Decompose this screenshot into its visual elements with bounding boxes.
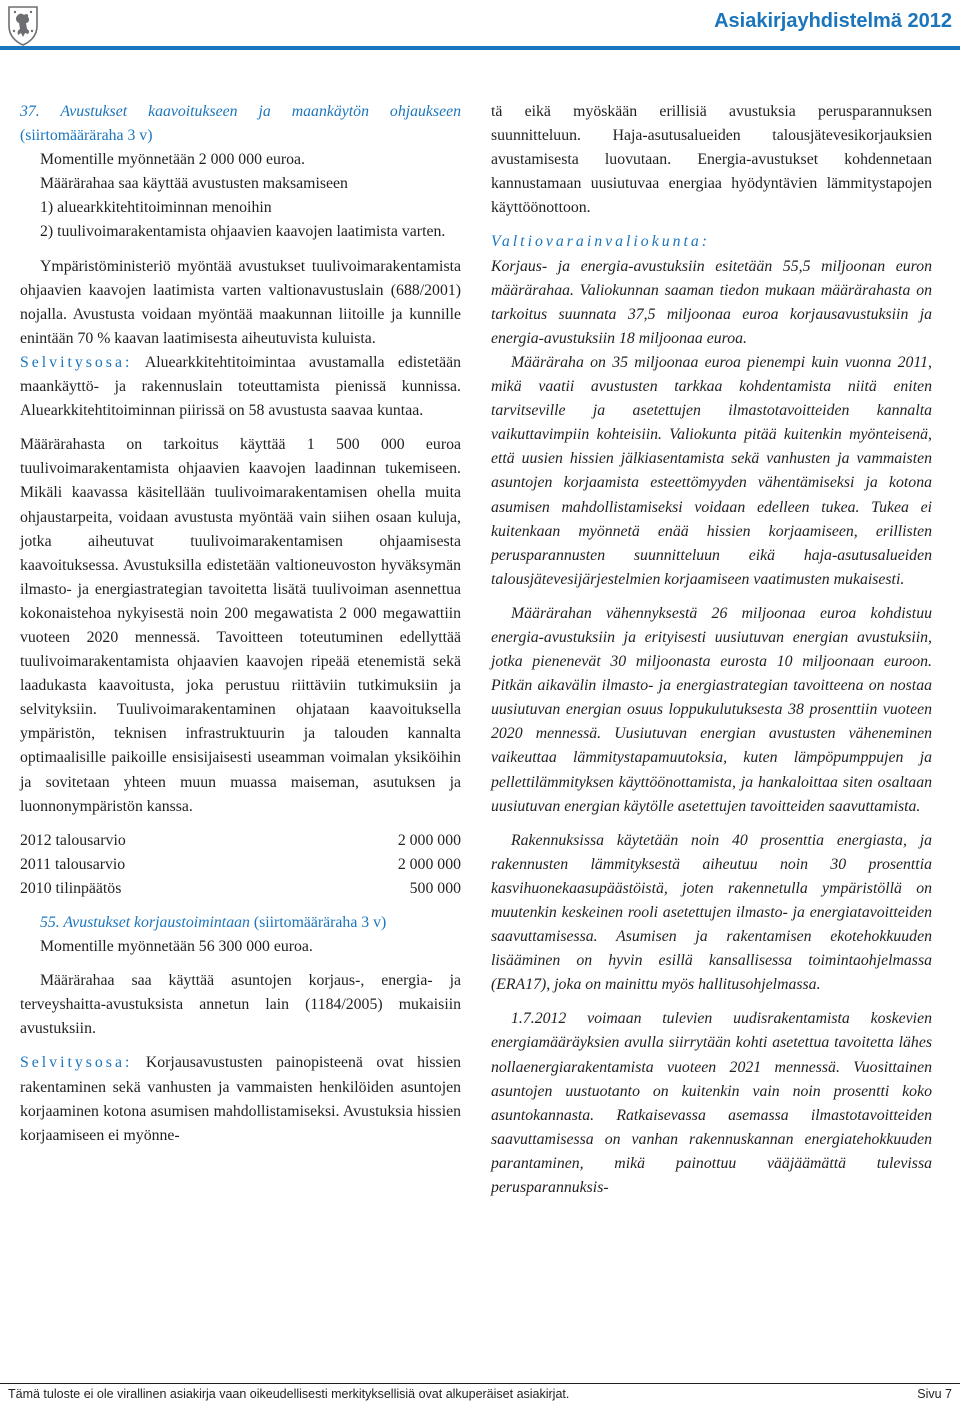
explanation-label: Selvitysosa: — [20, 353, 133, 371]
committee-paragraph-3: Määrärahan vähennyksestä 26 miljoonaa euroa kohdistuu energia-avustuksiin ja erityisesti uusiutuvan energian avustuksiin, jotka pienenevät 30 miljoonasta eurosta 10 miljoonaan euroon. Pitkän aikavälin ilmasto- ja energiastrategian tavoitteena on nostaa uusiutuvan energian osuus loppukulutuksesta 38 prosenttiin vuoteen 2020 mennessä. Uusiutuvan energian avustusten väheneminen vaikeuttaa lämmitystapamuutoksia, kuten lämpöpumppujen ja pellettilämmityksen käyttöönottamista, ja hankaloittaa siten osaltaan uusiutuvan energian käytölle asetettujen tavoitteiden saavuttamista. — [491, 604, 932, 815]
item-55-suffix: (siirtomääräraha 3 v) — [249, 914, 387, 931]
item-37-explanation — [20, 351, 461, 423]
budget-label: 2011 talousarvio — [20, 855, 126, 873]
committee-paragraph-2: Määräraha on 35 miljoonaa euroa pienempi kuin vuonna 2011, mikä vaatii avustusten tarkkaa kohdentamista niitä eniten tarvitseville ja asetettujen ilmastotavoitteiden kannalta vaikuttavimpiin kohteisiin. Valiokunta pitää kuitenkin myönteisenä, että uusien hissien jälkiasentamista sekä vanhusten ja vammaisten asuntojen korjaamista esteettömyyden vähentämiseksi ja kotona asumisen mahdollistamiseksi voidaan edelleen tukea. Tukea ei kuitenkaan myönnetä enää hissien korjaamiseen, erillisten perusparannusten suunnitteluun eikä haja-asutusalueiden talousjätevesijärjestelmien korjaamiseen vaatimusten mukaisesti. — [491, 353, 932, 588]
footer-disclaimer: Tämä tuloste ei ole virallinen asiakirja vaan oikeudellisesti merkityksellisiä ovat alkuperäiset asiakirjat. — [8, 1387, 570, 1401]
item-37-use-2: 2) tuulivoimarakentamista ohjaavien kaavojen laatimista varten. — [40, 223, 446, 241]
item-55-explanation — [20, 1051, 461, 1147]
item-55-use: Määrärahaa saa käyttää asuntojen korjaus-, energia- ja terveyshaitta-avustuksista annetun lain (1184/2005) mukaisiin avustuksiin. — [20, 972, 461, 1038]
item-55-heading — [20, 911, 461, 935]
committee-paragraph-4: Rakennuksissa käytetään noin 40 prosenttia energiasta, ja rakennusten lämmityksestä aiheutuu noin 30 prosenttia kasvihuonekaasupäästöistä, joten rakennetulla ympäristöllä on muutenkin keskeinen rooli asetettujen ilmasto- ja energiatavoitteiden saavuttamisessa. Asumisen ja rakentamisen ekotehokkuuden lisääminen on hyvin esillä kansallisessa toimintaohjelmassa (ERA17), joka on mainittu myös hallitusohjelmassa. — [491, 831, 932, 994]
lion-coat-of-arms-icon — [6, 4, 40, 46]
committee-label: Valtiovarainvaliokunta: — [491, 233, 711, 251]
item-37-heading — [20, 100, 461, 148]
explanation-text: Aluearkkitehtitoimintaa avustamalla edistetään maankäyttö- ja rakennuslain toteuttamista pienissä kunnissa. Aluearkkitehtitoiminnan piirissä on 58 avustusta saavaa kuntaa. — [20, 353, 461, 420]
budget-value: 2 000 000 — [397, 831, 461, 849]
budget-table — [20, 829, 461, 901]
footer-rule — [0, 1383, 960, 1384]
right-column — [491, 100, 932, 1200]
header-rule — [0, 46, 960, 50]
budget-label: 2010 tilinpäätös — [20, 879, 122, 897]
item-37-use-1: 1) aluearkkitehtitoiminnan menoihin — [40, 199, 272, 217]
budget-row — [20, 877, 461, 901]
item-55-amount: Momentille myönnetään 56 300 000 euroa. — [40, 938, 313, 956]
budget-value: 500 000 — [409, 879, 461, 897]
page-number: Sivu 7 — [917, 1387, 952, 1401]
item-37-wind-paragraph: Määrärahasta on tarkoitus käyttää 1 500 000 euroa tuulivoimarakentamista ohjaavien kaavojen laadinnan tukemiseen. Mikäli kaavassa käsitellään tuulivoimarakentamisen ohella muita ohjaustarpeita, voidaan avustusta myöntää vain siihen osaan kuluja, jotka aiheutuvat tuulivoimarakentamisen ohjaamisesta kaavoituksessa. Avustuksilla edistetään valtioneuvoston hyväksymän ilmasto- ja energiastrategian tavoitetta lisätä tuulivoiman asennettua kokonaistehoa nykyisestä noin 200 megawatista 2 000 megawattiin vuoteen 2020 mennessä. Tavoitteen toteutuminen edellyttää tuulivoimarakentamista ohjaavien kaavojen ripeää etenemistä sekä laadukasta kaavoitusta, joka perustuu riittäviin tutkimuksiin ja selvityksiin. Tuulivoimarakentaminen ohjataan kaavoituksella ympäristön, teknisen infrastruktuurin ja talouden kannalta optimaalisille paikoille ensisijaisesti useamman voimalan yksiköihin ja sovitetaan yhteen muun muassa maiseman, asutuksen ja luonnonympäristön kanssa. — [20, 436, 461, 815]
continued-paragraph: tä eikä myöskään erillisiä avustuksia perusparannuksen suunnitteluun. Haja-asutusalueiden talousjätevesikorjauksien avustamisesta luovutaan. Energia-avustukset kohdennetaan kannustamaan uusiutuvaa energiaa hyödyntävien lämmitystapojen käyttöönottoon. — [491, 103, 932, 217]
item-37-amount: Momentille myönnetään 2 000 000 euroa. — [40, 151, 305, 169]
item-37-suffix: (siirtomääräraha 3 v) — [20, 127, 153, 145]
item-37-ministry-paragraph: Ympäristöministeriö myöntää avustukset tuulivoimarakentamista ohjaavien kaavojen laatimista varten valtionavustuslain (688/2001) nojalla. Avustusta voidaan myöntää maakunnan liitoille ja kunnille enintään 70 % kaavan laatimisesta aiheutuvista kuluista. — [20, 257, 461, 347]
budget-label: 2012 talousarvio — [20, 831, 126, 849]
item-37-use-intro: Määrärahaa saa käyttää avustusten maksamiseen — [40, 175, 348, 193]
budget-row — [20, 853, 461, 877]
item-55-title: 55. Avustukset korjaustoimintaan — [40, 914, 250, 931]
item-37-title: 37. Avustukset kaavoitukseen ja maankäytön ohjaukseen — [20, 103, 461, 120]
budget-row — [20, 829, 461, 853]
committee-paragraph-1: Korjaus- ja energia-avustuksiin esitetään 55,5 miljoonan euron määrärahaa. Valiokunnan saaman tiedon mukaan määrärahasta on tarkoitus suunnata 37,5 miljoonaa euroa korjausavustuksiin ja energia-avustuksiin 18 miljoonaa euroa. — [491, 257, 932, 347]
explanation-label: Selvitysosa: — [20, 1054, 133, 1072]
budget-value: 2 000 000 — [397, 855, 461, 873]
explanation-text: Korjausavustusten painopisteenä ovat hissien rakentaminen sekä vanhusten ja vammaisten henkilöiden asuntojen korjaaminen kotona asumisen mahdollistamiseksi. Avustuksia hissien korjaamiseen ei myönne- — [20, 1054, 461, 1144]
committee-paragraph-5: 1.7.2012 voimaan tulevien uudisrakentamista koskevien energiamääräyksien avulla siirrytään kohti asetettua tavoitetta lähes nollaenergiarakentamista vuoteen 2021 mennessä. Vuosittainen asuntojen uustuotanto on kuitenkin vain noin prosentti koko asuntokannasta. Ratkaisevassa asemassa ilmastotavoitteiden saavuttamisessa on vanhan rakennuskannan energiatehokkuuden parantaminen, mikä painottuu vääjäämättä tulevissa perusparannuksis- — [491, 1010, 932, 1197]
document-title: Asiakirjayhdistelmä 2012 — [714, 10, 952, 32]
left-column — [20, 100, 461, 1148]
